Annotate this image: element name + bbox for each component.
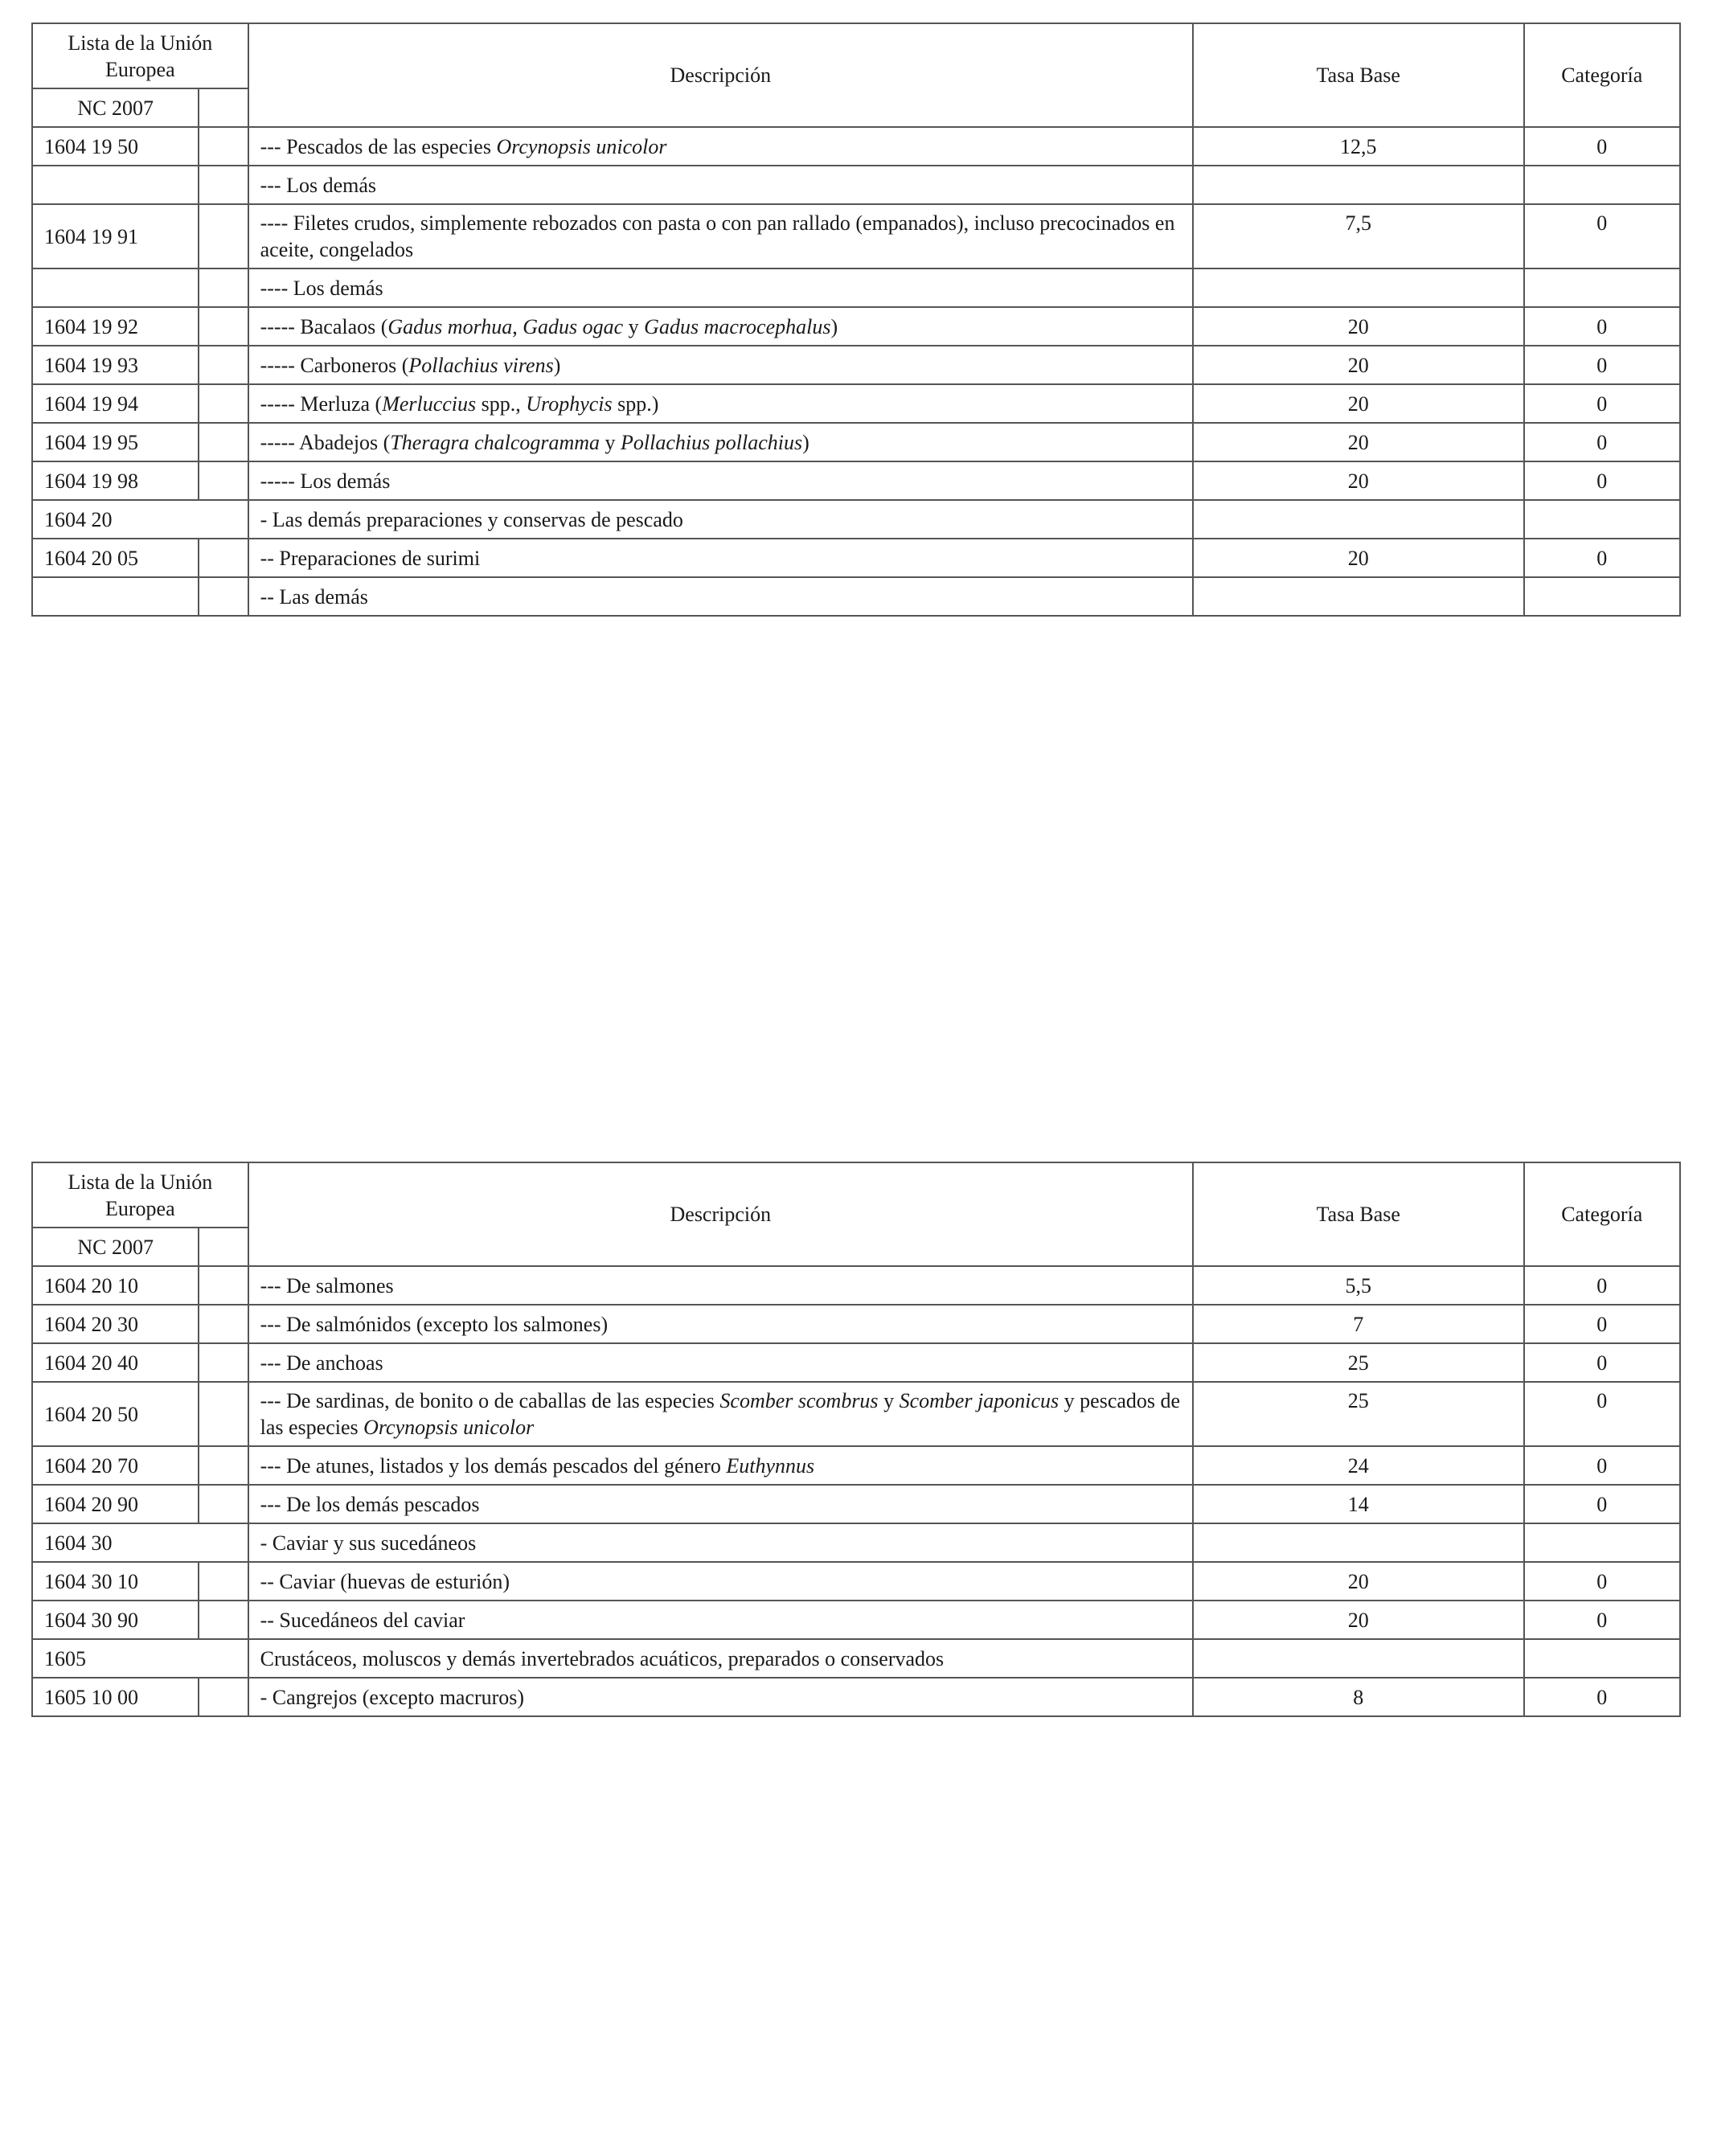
description-text: --- De los demás pescados (260, 1492, 480, 1516)
species-name: Euthynnus (726, 1453, 815, 1478)
table-row (32, 1639, 1680, 1678)
description-text: --- De salmones (260, 1273, 394, 1297)
description-header: Descripción (248, 23, 1193, 127)
eu-list-header: Lista de la Unión Europea (32, 1162, 248, 1228)
table-row (32, 268, 1680, 307)
description-text: --- Los demás (260, 173, 377, 197)
nc-code-cell: 1604 20 40 (32, 1343, 199, 1382)
base-rate-cell (1193, 500, 1524, 539)
description-cell (248, 268, 1193, 307)
species-name: Orcynopsis unicolor (496, 134, 667, 158)
nc-code-cell: 1604 19 95 (32, 423, 199, 461)
blank-cell (199, 307, 248, 346)
description-cell (248, 1678, 1193, 1716)
description-text: y pescados de las especies (260, 1389, 1181, 1439)
eu-list-header: Lista de la Unión Europea (32, 23, 248, 88)
description-text: ) (830, 314, 838, 338)
base-rate-cell: 25 (1193, 1343, 1524, 1382)
blank-header-cell (199, 1228, 248, 1266)
blank-cell (199, 1382, 248, 1446)
category-cell: 0 (1524, 1601, 1680, 1639)
description-text: -- Caviar (huevas de esturión) (260, 1569, 510, 1593)
base-rate-cell: 20 (1193, 384, 1524, 423)
description-cell (248, 1639, 1193, 1678)
description-text: --- Pescados de las especies (260, 134, 497, 158)
blank-cell (199, 127, 248, 166)
base-rate-cell: 20 (1193, 461, 1524, 500)
nc-code-cell (32, 268, 199, 307)
description-text: --- De sardinas, de bonito o de caballas de las especies (260, 1389, 720, 1412)
description-text: ----- Carboneros ( (260, 353, 409, 377)
category-cell: 0 (1524, 1343, 1680, 1382)
nc-code-cell: 1604 20 70 (32, 1446, 199, 1485)
table-row (32, 1678, 1680, 1716)
category-cell: 0 (1524, 204, 1680, 268)
table-row (32, 307, 1680, 346)
species-name: Pollachius pollachius (621, 430, 803, 454)
description-text: y (878, 1389, 900, 1412)
base-rate-cell: 14 (1193, 1485, 1524, 1523)
nc-code-cell: 1604 19 92 (32, 307, 199, 346)
category-cell (1524, 1639, 1680, 1678)
description-text: -- Preparaciones de surimi (260, 546, 481, 570)
description-cell (248, 539, 1193, 577)
base-rate-cell: 20 (1193, 539, 1524, 577)
description-cell (248, 1382, 1193, 1446)
description-cell (248, 423, 1193, 461)
table-row (32, 1343, 1680, 1382)
blank-header-cell (199, 88, 248, 127)
blank-cell (199, 461, 248, 500)
category-cell: 0 (1524, 1305, 1680, 1343)
description-text: spp., (476, 391, 527, 416)
table-row (32, 166, 1680, 204)
category-cell: 0 (1524, 423, 1680, 461)
base-rate-cell (1193, 577, 1524, 616)
base-rate-cell: 20 (1193, 1562, 1524, 1601)
base-rate-header: Tasa Base (1193, 23, 1524, 127)
base-rate-cell: 20 (1193, 423, 1524, 461)
category-cell: 0 (1524, 1446, 1680, 1485)
blank-cell (199, 268, 248, 307)
category-cell: 0 (1524, 1266, 1680, 1305)
blank-cell (199, 423, 248, 461)
species-name: Theragra chalcogramma (390, 430, 600, 454)
base-rate-header: Tasa Base (1193, 1162, 1524, 1266)
category-cell: 0 (1524, 346, 1680, 384)
nc-code-cell: 1604 30 10 (32, 1562, 199, 1601)
species-name: Gadus macrocephalus (644, 314, 831, 338)
table-row (32, 204, 1680, 268)
description-text: -- Las demás (260, 584, 368, 609)
nc-code-cell: 1604 20 50 (32, 1382, 199, 1446)
table-row (32, 1446, 1680, 1485)
category-cell (1524, 500, 1680, 539)
table-row (32, 1601, 1680, 1639)
description-header: Descripción (248, 1162, 1193, 1266)
category-cell (1524, 268, 1680, 307)
description-cell (248, 1266, 1193, 1305)
category-header: Categoría (1524, 23, 1680, 127)
nc-code-cell: 1604 30 90 (32, 1601, 199, 1639)
description-text: ----- Los demás (260, 469, 391, 493)
nc-code-cell: 1604 20 10 (32, 1266, 199, 1305)
table-row (32, 1523, 1680, 1562)
nc-code-cell: 1604 30 (32, 1523, 248, 1562)
description-text: ----- Abadejos ( (260, 430, 391, 454)
base-rate-cell: 24 (1193, 1446, 1524, 1485)
species-name: Merluccius (382, 391, 477, 416)
description-text: - Las demás preparaciones y conservas de pescado (260, 507, 683, 531)
blank-cell (199, 1446, 248, 1485)
category-cell: 0 (1524, 1678, 1680, 1716)
description-cell (248, 204, 1193, 268)
blank-cell (199, 166, 248, 204)
description-cell (248, 384, 1193, 423)
table-row (32, 1382, 1680, 1446)
nc-code-cell: 1604 19 98 (32, 461, 199, 500)
description-text: --- De salmónidos (excepto los salmones) (260, 1312, 609, 1336)
description-text: ----- Merluza ( (260, 391, 383, 416)
nc-code-cell: 1604 20 (32, 500, 248, 539)
description-text: ---- Filetes crudos, simplemente rebozados con pasta o con pan rallado (empanados), incluso precocinados en aceite, congelados (260, 211, 1175, 261)
description-cell (248, 307, 1193, 346)
description-cell (248, 127, 1193, 166)
nc-2007-header: NC 2007 (32, 88, 199, 127)
blank-cell (199, 539, 248, 577)
nc-code-cell (32, 166, 199, 204)
blank-cell (199, 1601, 248, 1639)
nc-code-cell: 1604 19 91 (32, 204, 199, 268)
category-cell: 0 (1524, 127, 1680, 166)
base-rate-cell: 20 (1193, 307, 1524, 346)
blank-cell (199, 1266, 248, 1305)
nc-code-cell: 1604 19 94 (32, 384, 199, 423)
table-row (32, 461, 1680, 500)
tariff-table-2 (31, 1162, 1681, 1717)
species-name: Pollachius virens (408, 353, 554, 377)
description-cell (248, 1562, 1193, 1601)
base-rate-cell (1193, 1639, 1524, 1678)
description-text: - Caviar y sus sucedáneos (260, 1531, 477, 1555)
category-cell: 0 (1524, 384, 1680, 423)
base-rate-cell: 12,5 (1193, 127, 1524, 166)
base-rate-cell: 25 (1193, 1382, 1524, 1446)
description-cell (248, 1523, 1193, 1562)
description-cell (248, 1446, 1193, 1485)
blank-cell (199, 384, 248, 423)
category-cell: 0 (1524, 1485, 1680, 1523)
tariff-table-1 (31, 23, 1681, 617)
base-rate-cell (1193, 1523, 1524, 1562)
nc-code-cell: 1604 20 30 (32, 1305, 199, 1343)
base-rate-cell: 5,5 (1193, 1266, 1524, 1305)
species-name: Scomber scombrus (719, 1389, 879, 1412)
description-text: ) (553, 353, 561, 377)
table-row (32, 127, 1680, 166)
table-row (32, 1266, 1680, 1305)
category-cell: 0 (1524, 307, 1680, 346)
description-cell (248, 577, 1193, 616)
blank-cell (199, 346, 248, 384)
species-name: Gadus ogac (523, 314, 624, 338)
description-text: ) (802, 430, 809, 454)
description-cell (248, 461, 1193, 500)
table-row (32, 577, 1680, 616)
blank-cell (199, 1343, 248, 1382)
category-cell: 0 (1524, 461, 1680, 500)
blank-cell (199, 1305, 248, 1343)
description-cell (248, 346, 1193, 384)
species-name: Scomber japonicus (899, 1389, 1059, 1412)
blank-cell (199, 204, 248, 268)
description-cell (248, 1343, 1193, 1382)
species-name: Gadus morhua (387, 314, 513, 338)
description-text: -- Sucedáneos del caviar (260, 1608, 465, 1632)
base-rate-cell (1193, 166, 1524, 204)
nc-code-cell: 1605 10 00 (32, 1678, 199, 1716)
category-cell: 0 (1524, 1382, 1680, 1446)
table-row (32, 500, 1680, 539)
description-text: ----- Bacalaos ( (260, 314, 388, 338)
category-header: Categoría (1524, 1162, 1680, 1266)
table-row (32, 384, 1680, 423)
nc-code-cell: 1605 (32, 1639, 248, 1678)
description-text: --- De anchoas (260, 1351, 383, 1375)
blank-cell (199, 1678, 248, 1716)
description-text: --- De atunes, listados y los demás pescados del género (260, 1453, 727, 1478)
base-rate-cell (1193, 268, 1524, 307)
category-cell (1524, 1523, 1680, 1562)
description-cell (248, 166, 1193, 204)
description-cell (248, 1601, 1193, 1639)
nc-code-cell: 1604 20 90 (32, 1485, 199, 1523)
blank-cell (199, 1485, 248, 1523)
description-cell (248, 1305, 1193, 1343)
base-rate-cell: 7 (1193, 1305, 1524, 1343)
description-cell (248, 500, 1193, 539)
blank-cell (199, 1562, 248, 1601)
category-cell (1524, 166, 1680, 204)
table-row (32, 1305, 1680, 1343)
description-text: Crustáceos, moluscos y demás invertebrados acuáticos, preparados o conservados (260, 1646, 945, 1670)
species-name: Urophycis (526, 391, 613, 416)
base-rate-cell: 20 (1193, 1601, 1524, 1639)
description-cell (248, 1485, 1193, 1523)
base-rate-cell: 20 (1193, 346, 1524, 384)
description-text: spp.) (612, 391, 659, 416)
category-cell (1524, 577, 1680, 616)
description-text: ---- Los demás (260, 276, 383, 300)
description-text: y (623, 314, 645, 338)
category-cell: 0 (1524, 539, 1680, 577)
table-row (32, 539, 1680, 577)
nc-code-cell: 1604 19 93 (32, 346, 199, 384)
table-row (32, 346, 1680, 384)
category-cell: 0 (1524, 1562, 1680, 1601)
description-text: , (512, 314, 523, 338)
description-text: y (600, 430, 621, 454)
nc-2007-header: NC 2007 (32, 1228, 199, 1266)
base-rate-cell: 7,5 (1193, 204, 1524, 268)
nc-code-cell (32, 577, 199, 616)
blank-cell (199, 577, 248, 616)
table-row (32, 1485, 1680, 1523)
table-row (32, 1562, 1680, 1601)
nc-code-cell: 1604 19 50 (32, 127, 199, 166)
species-name: Orcynopsis unicolor (363, 1416, 535, 1439)
base-rate-cell: 8 (1193, 1678, 1524, 1716)
nc-code-cell: 1604 20 05 (32, 539, 199, 577)
table-row (32, 423, 1680, 461)
description-text: - Cangrejos (excepto macruros) (260, 1685, 525, 1709)
